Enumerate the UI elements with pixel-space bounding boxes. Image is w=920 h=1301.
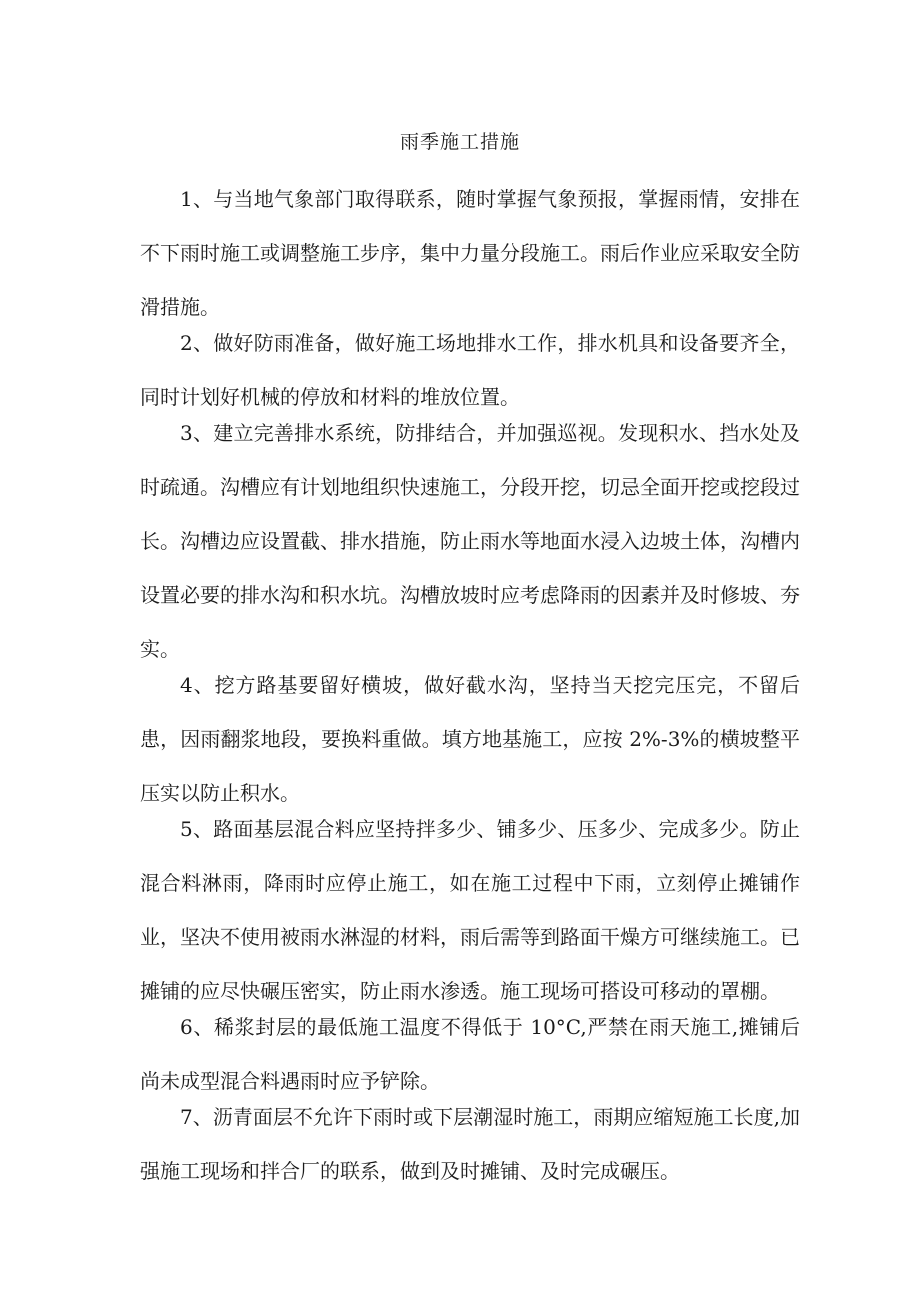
paragraph-3: 3、建立完善排水系统，防排结合，并加强巡视。发现积水、挡水处及时疏通。沟槽应有计划地组织快速施工，分段开挖，切忌全面开挖或挖段过长。沟槽边应设置截、排水措施，防止雨水等地面水浸入边坡土体，沟槽内设置必要的排水沟和积水坑。沟槽放坡时应考虑降雨的因素并及时修坡、夯实。 bbox=[140, 421, 800, 661]
paragraph-2: 2、做好防雨准备，做好施工场地排水工作，排水机具和设备要齐全，同时计划好机械的停放和材料的堆放位置。 bbox=[140, 331, 800, 409]
document-title: 雨季施工措施 bbox=[399, 131, 520, 153]
paragraph-1: 1、与当地气象部门取得联系，随时掌握气象预报，掌握雨情，安排在不下雨时施工或调整施工步序，集中力量分段施工。雨后作业应采取安全防滑措施。 bbox=[140, 187, 800, 319]
paragraph-5: 5、路面基层混合料应坚持拌多少、铺多少、压多少、完成多少。防止混合料淋雨，降雨时应停止施工，如在施工过程中下雨，立刻停止摊铺作业，坚决不使用被雨水淋湿的材料，雨后需等到路面干燥方可继续施工。已摊铺的应尽快碾压密实，防止雨水渗透。施工现场可搭设可移动的罩棚。 bbox=[140, 817, 800, 1003]
paragraph-7: 7、沥青面层不允许下雨时或下层潮湿时施工，雨期应缩短施工长度,加强施工现场和拌合厂的联系，做到及时摊铺、及时完成碾压。 bbox=[140, 1105, 800, 1183]
paragraph-6: 6、稀浆封层的最低施工温度不得低于 10°C,严禁在雨天施工,摊铺后尚未成型混合料遇雨时应予铲除。 bbox=[140, 1015, 800, 1093]
paragraph-4: 4、挖方路基要留好横坡，做好截水沟，坚持当天挖完压完，不留后患，因雨翻浆地段，要换料重做。填方地基施工，应按 2%-3%的横坡整平压实以防止积水。 bbox=[140, 673, 800, 805]
